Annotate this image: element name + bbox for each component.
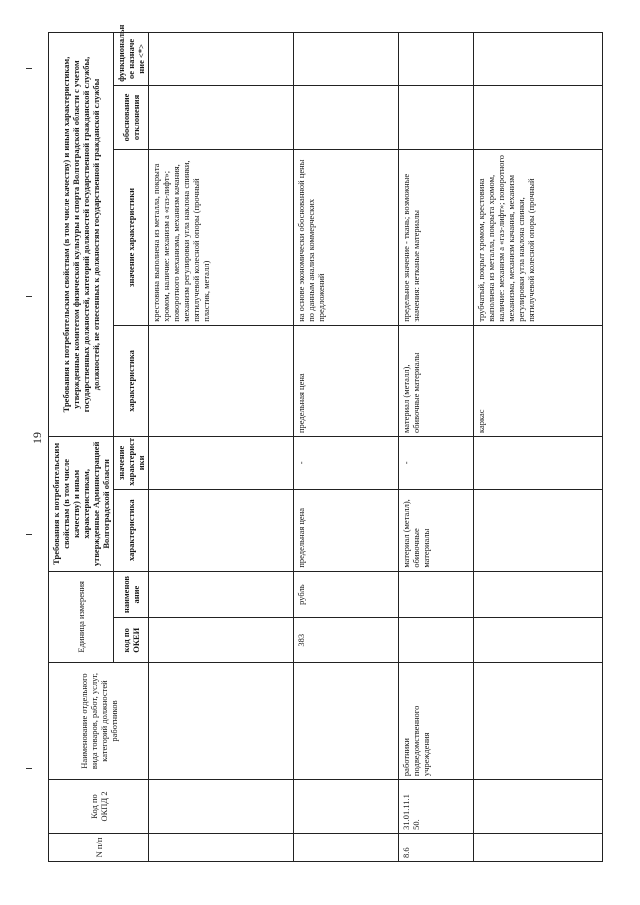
- cell-admin-char: [149, 489, 294, 571]
- cell-unit: [474, 571, 603, 618]
- requirements-table: [48, 24, 603, 862]
- header-comm-value: значение характеристики: [114, 150, 149, 326]
- cell-okpd: [149, 780, 294, 834]
- cell-num: [149, 833, 294, 861]
- cell-comm-reason: [399, 85, 474, 149]
- cell-comm-value: крестовина выполнена из металла, покрыта хромом, наличие: механизм а «газ-лифт»; поворотного механизма, механизм качания, механизм регулировки угла наклона спинки, пятилучевой колесной опоры (прочный пластик, металл): [149, 150, 294, 326]
- cell-name: [474, 662, 603, 779]
- table-row: [474, 33, 603, 862]
- header-unit-okei: код по ОКЕИ: [114, 618, 149, 662]
- cell-comm-value: предельное значение - ткань; возможные значения: нетканые материалы: [399, 150, 474, 326]
- cell-okei: [474, 618, 603, 662]
- cell-name: работники подведомственного учреждения: [399, 662, 474, 779]
- header-admin-value: значение характерист ики: [114, 437, 149, 490]
- header-comm-reason: обоснование отклонения: [114, 85, 149, 149]
- cell-okei: [149, 618, 294, 662]
- margin-tick: [26, 534, 32, 535]
- header-name: Наименование отдельного вида товаров, работ, услуг, категорий должностей работников: [49, 662, 149, 779]
- cell-num: [474, 833, 603, 861]
- cell-admin-value: -: [399, 437, 474, 490]
- cell-comm-reason: [474, 85, 603, 149]
- cell-comm-value: трубчатый, покрыт хромом, крестовина выполнена из металла, покрыта хромом, наличие: механизм а «газ-лифт»; поворотного механизма, механизм качания, механизм регулировки угла наклона спинки, пятилучевой колесной опоры (прочный: [474, 150, 603, 326]
- header-admin-group: Требования к потребительским свойствам (в том числе качеству) и иным характеристикам, утвержденные Администрацией Волгоградской области: [49, 437, 114, 572]
- cell-comm-function: [294, 33, 399, 86]
- header-num: N п/п: [49, 833, 149, 861]
- cell-admin-value: [149, 437, 294, 490]
- header-committee-group: Требования к потребительским свойствам (в том числе качеству) и иным характеристикам, утвержденные комитетом физической культуры и спорта Волгоградской области с учетом государственных должностей, категорий должностей государственной гражданской службы, должностей, не отнесенных к должностям государственной гражданской службы: [49, 33, 114, 437]
- cell-comm-value: на основе экономически обоснованной цены по данным анализа коммерческих предложений: [294, 150, 399, 326]
- cell-comm-char: предельная цена: [294, 325, 399, 436]
- cell-comm-char: [149, 325, 294, 436]
- cell-name: [294, 662, 399, 779]
- cell-admin-value: [474, 437, 603, 490]
- cell-okpd: [474, 780, 603, 834]
- table-row: [149, 33, 294, 862]
- page-number: 19: [30, 432, 44, 444]
- cell-unit: [149, 571, 294, 618]
- cell-okpd: 31.01.11.1 50.: [399, 780, 474, 834]
- table-row: [294, 33, 399, 862]
- cell-comm-char: каркас: [474, 325, 603, 436]
- cell-comm-function: [399, 33, 474, 86]
- header-comm-function: функциональн ое назначе ние <*>: [114, 33, 149, 86]
- margin-tick: [26, 768, 32, 769]
- cell-admin-value: -: [294, 437, 399, 490]
- cell-comm-function: [149, 33, 294, 86]
- cell-comm-char: материал (металл), обивочные материалы: [399, 325, 474, 436]
- header-comm-char: характеристика: [114, 325, 149, 436]
- cell-admin-char: материал (металл), обивочные материалы: [399, 489, 474, 571]
- margin-tick: [26, 296, 32, 297]
- cell-admin-char: [474, 489, 603, 571]
- cell-unit: [399, 571, 474, 618]
- header-admin-char: характеристика: [114, 489, 149, 571]
- cell-num: [294, 833, 399, 861]
- cell-admin-char: предельная цена: [294, 489, 399, 571]
- header-unit-name: наименов ание: [114, 571, 149, 618]
- cell-comm-function: [474, 33, 603, 86]
- rotated-document: [48, 0, 578, 862]
- cell-unit: рубль: [294, 571, 399, 618]
- cell-okei: [399, 618, 474, 662]
- cell-num: 8.6: [399, 833, 474, 861]
- table-row: [399, 33, 474, 862]
- cell-okpd: [294, 780, 399, 834]
- margin-tick: [26, 68, 32, 69]
- cell-name: [149, 662, 294, 779]
- cell-okei: 383: [294, 618, 399, 662]
- header-unit-group: Единица измерения: [49, 571, 114, 662]
- header-okpd: Код по ОКПД 2: [49, 780, 149, 834]
- cell-comm-reason: [149, 85, 294, 149]
- cell-comm-reason: [294, 85, 399, 149]
